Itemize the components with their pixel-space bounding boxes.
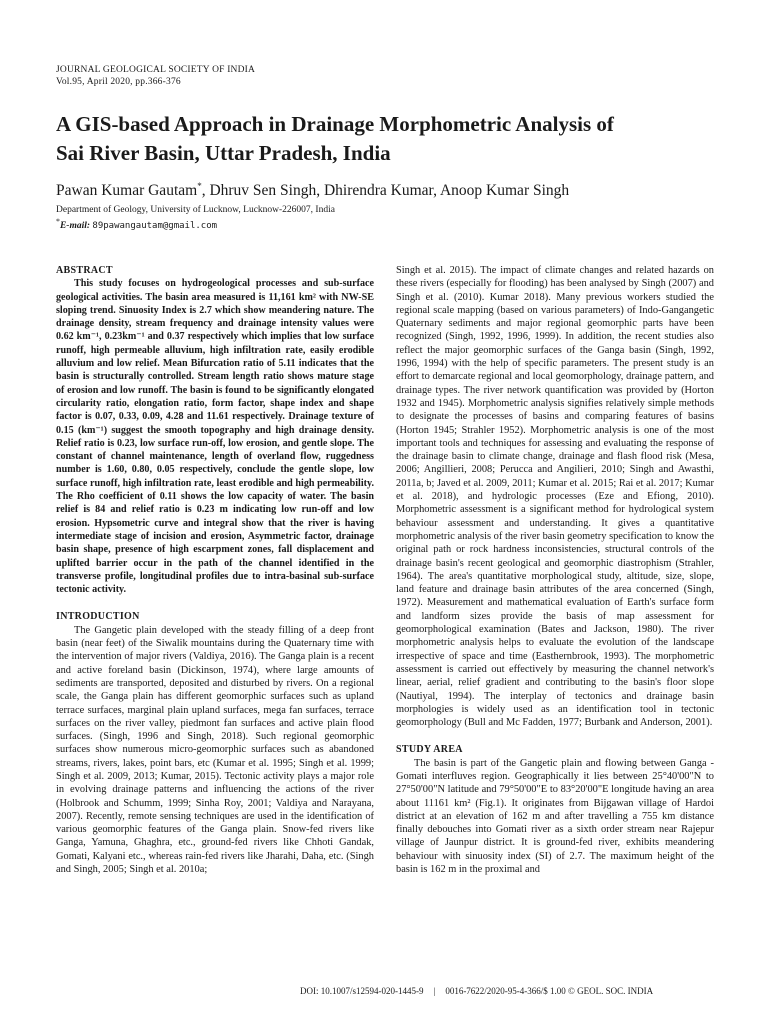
paper-title	[56, 110, 716, 168]
left-column	[56, 264, 374, 876]
author-1: Pawan Kumar Gautam	[56, 182, 198, 200]
introduction-continuation: Singh et al. 2015). The impact of climate changes and related hazards on these rivers (especially for flooding) has been analysed by Singh (2007) and Singh et al. (2010). Kumar 2018). Many previous workers studied the regional scale mapping (based on various parameters) of Indo-Gangangetic Quaternary sediments and major regional geomorphic parts have been recognized (Singh, 1992, 1996, 1999). In addition, the recent studies also reflect the major geomorphic surfaces of the Ganga basin (Singh, 1992, 1996, 1994) with the help of specific parameters. The present study is an effort to demarcate regional and local geomorphology, drainage pattern, and drainage types. The river network quantification was provided by (Horton 1932 and 1945). Morphometric analysis signifies relatively simple methods to designate the processes of basins and comparing features of basins (Horton 1945; Strahler 1952). Morphometric analysis is one of the most important tools and techniques for assessing and evaluating the response of the drainage basin to climate change, drainage and flash flood risk (Mesa, 2006; Angillieri, 2008; Perucca and Angilieri, 2010; Singh and Awasthi, 2011a, b; Javed et al. 2009, 2011; Kumar et al. 2015; Rai et al. 2017; Kumar et al. 2018), and hydrologic processes (Eze and Efiong, 2010). Morphometric assessment is a significant method for hydrological system behaviour assessment and understanding. It gives a quantitative morphometric analysis of the river basin geometry specification to know the original path or rock hardness inconsistencies, structural controls of the drainage basin's recent geological and geomorphic diastrophism (Strahler, 1964). The area's quantitative morphological study, altitude, size, slope, land feature and drainage basin attributes of the area concerned (Singh, 1972). Measurement and mathematical evaluation of Earth's surface form and landform sizes provide the basis of map assessment for geomorphological examination (Bates and Jackson, 1980). The river morphometric analysis helps to evaluate the evolution of the landscape irrespective of space and time (Easthernbrook, 1993). The morphometric assessment is carried out effectively by measuring the channel network's linear, aerial, relief gradient and contributing to the basin's floor slope (Nautiyal, 1994). The interplay of tectonics and drainage basin morphologies is widely used as an identification tool in tectonic geomorphology (Bull and Mc Fadden, 1977; Burbank and Anderson, 2001).	[396, 265, 714, 729]
title-line-1: A GIS-based Approach in Drainage Morphometric Analysis of	[56, 112, 614, 136]
doi[interactable]: DOI: 10.1007/s12594-020-1445-9	[300, 986, 424, 996]
copyright-code: 0016-7622/2020-95-4-366/$ 1.00 © GEOL. SOC. INDIA	[445, 986, 654, 996]
affiliation-block	[56, 204, 335, 232]
introduction-text: The Gangetic plain developed with the steady filling of a deep front basin (near feet) of the Siwalik mountains during the Quaternary time with the intervention of major rivers (Valdiya, 2016). The Ganga plain is a recent and active foreland basin (Dickinson, 1974), where large amounts of sediments are transported, deposited and disturbed by rivers. On a regional scale, the Ganga plain has different geomorphic surfaces such as upland terrace surfaces, marginal plain upland surfaces, mega fan surfaces, terrace surfaces on the river valley, piedmont fan surfaces and active plain flood surfaces. (Singh, 1996 and Singh, 2018). Such regional geomorphic surfaces show numerous micro-geomorphic surfaces such as abandoned streams, rivers, lakes, point bars, etc (Kumar et al. 1995; Singh et al. 1999; Singh et al. 2009, 2013; Kumar, 2015). Tectonic activity plays a major role in evolving drainage patterns and influencing the actions of the river (Holbrook and Schumm, 1999; Sinha Roy, 2001; Valdiya and Narayana, 2007). Recently, remote sensing techniques are used in the identification of various geomorphic features of the Ganga plain. Snow-fed rivers like Ganga, Yamuna, Ghaghra, etc., ground-fed rivers like Chhoti Gandak, Gomati, Kalyani etc., whereas rain-fed rivers like Jharahi, Daha, etc. (Singh and Singh, 2005; Singh et al. 2010a;	[56, 624, 374, 876]
email-line	[56, 216, 335, 232]
email-address[interactable]: 89pawangautam@gmail.com	[92, 221, 218, 232]
corresponding-mark: *	[197, 181, 202, 191]
title-line-2: Sai River Basin, Uttar Pradesh, India	[56, 141, 391, 165]
email-label: E-mail:	[59, 221, 91, 232]
other-authors: , Dhruv Sen Singh, Dhirendra Kumar, Anoop Kumar Singh	[201, 182, 570, 200]
introduction-heading: INTRODUCTION	[56, 611, 140, 623]
abstract-text: This study focuses on hydrogeological processes and sub-surface geological activities. The basin area measured is 11,161 km² with NW-SE sloping trend. Sinuosity Index is 2.7 which show meandering nature. The drainage density, stream frequency and drainage intensity values were 0.62 km⁻¹, 0.23km⁻¹ and 0.37 respectively which implies that low surface runoff, high permeable alluvium, high infiltration rate, easily erodible alluvium and low relief. Mean Bifurcation ratio of 5.11 indicates that the basin is structurally controlled. Stream length ratio shows mature stage of erosion and low runoff. The basin is found to be significantly elongated circularity ratio, elongation ratio, form factor, shape index and shape factor is 0.07, 0.33, 0.09, 4.28 and 11.61 respectively. Drainage texture of 0.15 (km⁻¹) suggest the smooth topography and high drainage density. Relief ratio is 0.23, low surface run-off, low erosion, and gentle slope. The constant of channel maintenance, length of overland flow, ruggedness number is 1.60, 0.80, 0.05 respectively, conclude the gentle slope, low surface runoff, high infiltration rate, least erodible and high permeability. The Rho coefficient of 0.11 shows the low capacity of water. The basin relief is 84 and relief ratio is 0.23 m indicating low run-off and low erosion. Hypsometric curve and integral show that the river is having intermediate stage of incision and erosion, Asymmetric factor, drainage basin shape, presence of high escarpment zones, fall displacement and uplifted barrier occur in the path of the channel identified in the transverse profile, longitudinal profiles due to intra-basinal sub-surface tectonic activity.	[56, 278, 374, 596]
study-area-text: The basin is part of the Gangetic plain and flowing between Ganga - Gomati interfluves region. Geographically it lies between 25°40'00"N to 27°50'00"N latitude and 79°50'00"E to 83°20'00"E longitude having an area about 11161 km² (Fig.1). It originates from Bijgawan village of Hardoi district at an elevation of 162 m and after travelling a 755 km distance finally debouches into Gomati river as a sixth order stream near Rajepur village of Jaunpur district. It is ground-fed river, exhibits meandering behaviour with sinuosity index (SI) of 2.7. The maximum height of the basin is 162 m in the proximal and	[396, 757, 714, 876]
journal-header	[56, 64, 255, 88]
page-footer	[300, 986, 653, 996]
author-list	[56, 181, 569, 200]
email-mark: *	[56, 217, 60, 226]
footer-separator: |	[433, 986, 436, 996]
journal-volume: Vol.95, April 2020, pp.366-376	[56, 77, 181, 87]
affiliation: Department of Geology, University of Lucknow, Lucknow-226007, India	[56, 205, 335, 215]
study-area-heading: STUDY AREA	[396, 744, 463, 756]
journal-name: JOURNAL GEOLOGICAL SOCIETY OF INDIA	[56, 65, 256, 75]
abstract-heading: ABSTRACT	[56, 265, 113, 276]
right-column	[396, 264, 714, 876]
